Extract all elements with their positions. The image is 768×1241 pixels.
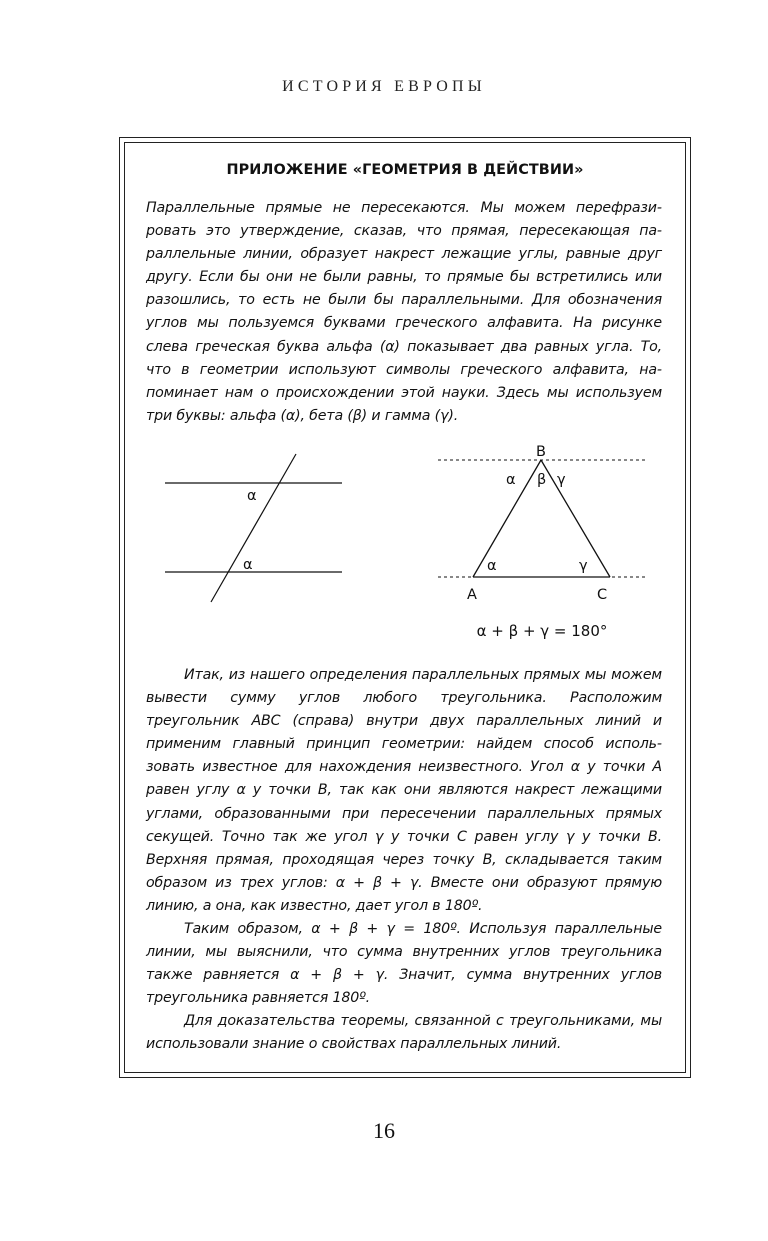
paragraph-conclusion: Таким образом, α + β + γ = 180º. Используя параллельные линии, мы выяснили, что сумма внутренних углов треугольника также равняется α + β + γ. Значит, сумма внутренних углов треугольника равняется 180º. bbox=[146, 921, 662, 1007]
triangle-figure bbox=[438, 444, 646, 603]
angle-label-b-beta: β bbox=[537, 472, 547, 488]
parallel-lines-figure bbox=[165, 454, 342, 602]
angle-label-bottom: α bbox=[243, 557, 253, 573]
vertex-label-c: C bbox=[597, 587, 608, 603]
paragraph-intro: Параллельные прямые не пересекаются. Мы можем перефразировать это утверждение, сказав, что прямая, пересекающая параллельные линии, образует накрест лежащие углы, равные друг другу. Если бы они не были равны, то прямые бы встретились или разошлись, то есть не были бы параллельными. Для обозначения углов мы пользуемся буквами греческого алфавита. На рисунке слева греческая буква альфа (α) показывает два равных угла. То, что в геометрии используют символы греческого алфавита, напоминает нам о происхождении этой науки. Здесь мы используем три буквы: альфа (α), бета (β) и гамма (γ). bbox=[146, 200, 662, 424]
transversal-line bbox=[211, 454, 296, 602]
box-title: ПРИЛОЖЕНИЕ «ГЕОМЕТРИЯ В ДЕЙСТВИИ» bbox=[226, 162, 584, 178]
paragraph-proof: Итак, из нашего определения параллельных прямых мы можем вывести сумму углов любого треугольника. Расположим треугольник АВС (справа) внутри двух параллельных линий и применим главный принцип геометрии: найдем способ использовать известное для нахождения неизвестного. Угол α у точки А равен углу α у точки В, так как они являются накрест лежащими углами, образованными при пересечении параллельных прямых секущей. Точно так же угол γ у точки С равен углу γ у точки В. Верхняя прямая, проходящая через точку В, складывается таким образом из трех углов: α + β + γ. Вместе они образуют прямую линию, а она, как известно, дает угол в 180º. bbox=[146, 667, 662, 914]
angle-label-b-alpha: α bbox=[506, 472, 516, 488]
paragraph-summary: Для доказательства теоремы, связанной с треугольниками, мы использовали знание о свойствах параллельных линий. bbox=[146, 1013, 662, 1053]
angle-label-top: α bbox=[247, 488, 257, 504]
angle-label-a-alpha: α bbox=[487, 558, 497, 574]
angle-label-c-gamma: γ bbox=[579, 558, 588, 574]
angle-sum-formula: α + β + γ = 180° bbox=[476, 622, 608, 640]
running-title: ИСТОРИЯ ЕВРОПЫ bbox=[282, 78, 486, 95]
vertex-label-a: A bbox=[467, 587, 477, 603]
page-number: 16 bbox=[373, 1118, 395, 1143]
angle-label-b-gamma: γ bbox=[557, 472, 566, 488]
triangle-side-bc bbox=[541, 460, 610, 577]
vertex-label-b: B bbox=[536, 444, 546, 460]
